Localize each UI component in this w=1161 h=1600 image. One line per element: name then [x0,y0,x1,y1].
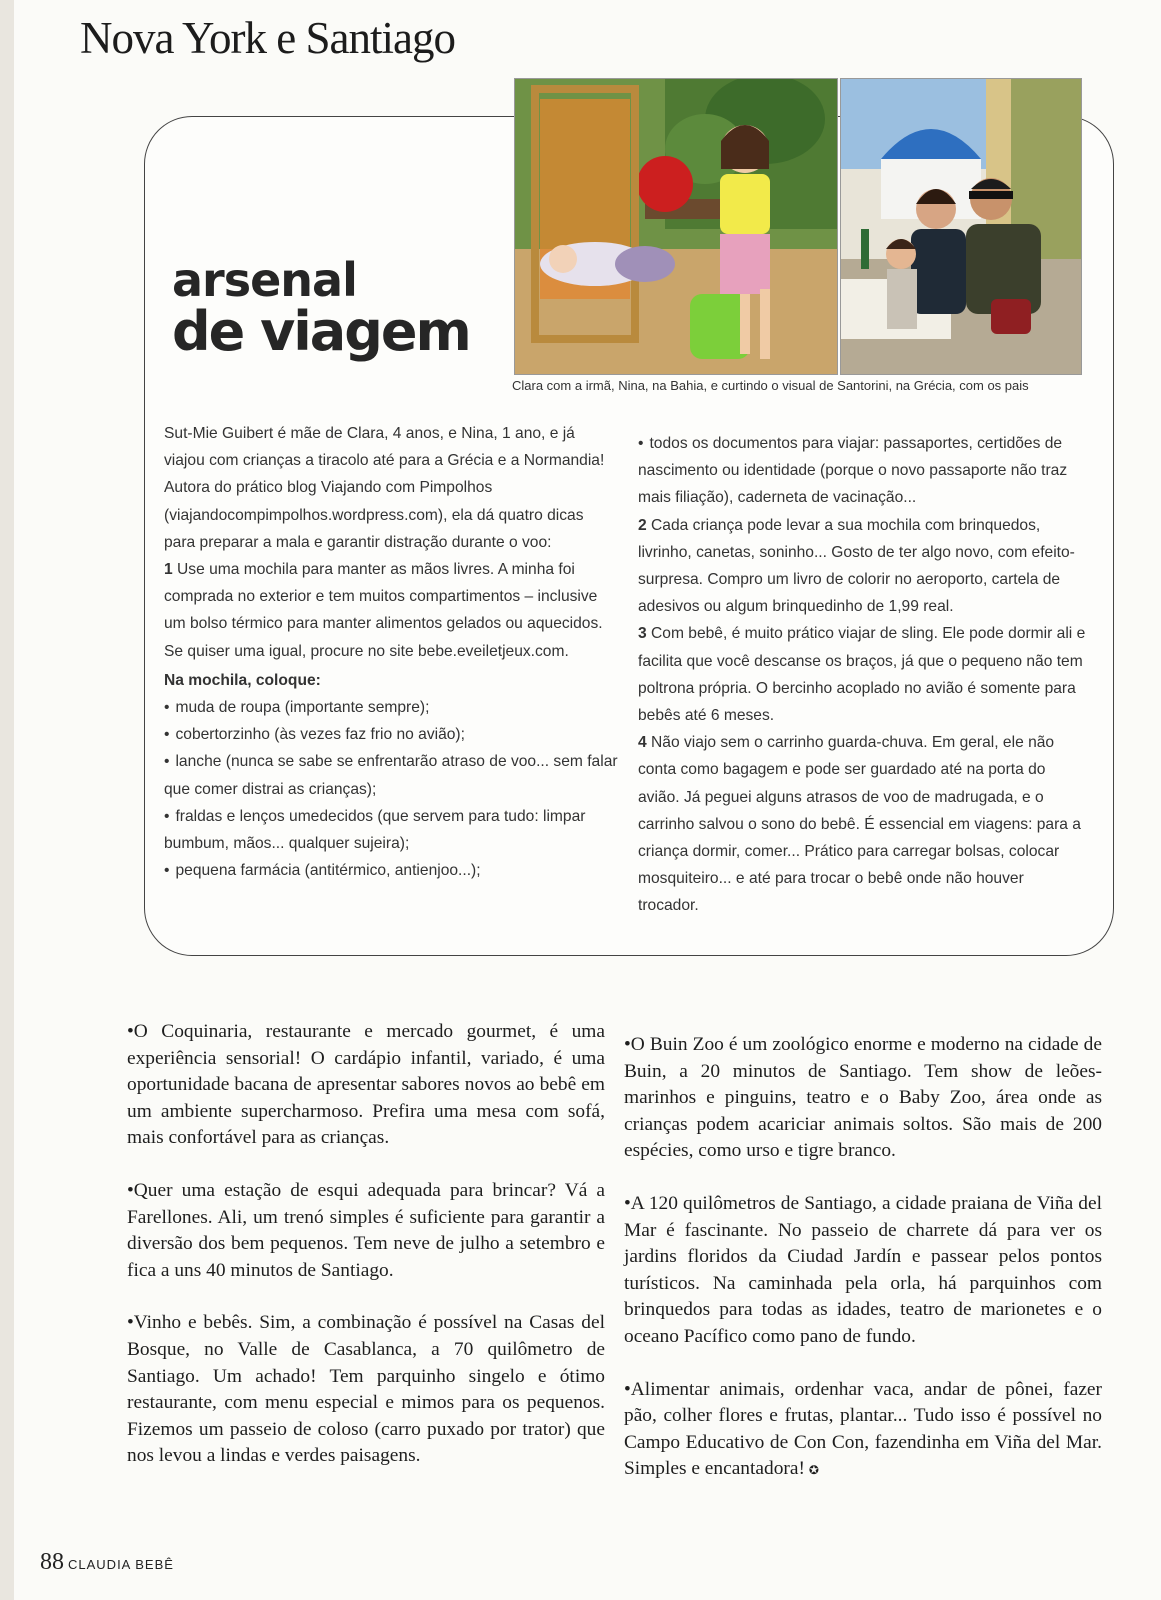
end-of-article-icon: ✪ [808,1463,819,1478]
tip-2 [638,512,1088,621]
page-binding-edge [0,0,14,1600]
tip-4-text: Não viajo sem o carrinho guarda-chuva. Em geral, ele não conta como bagagem e pode ser guardado até na porta do avião. Já peguei alguns atrasos de voo de madrugada, e o carrinho salvou o sono do bebê. É essencial em viagens: para a criança dormir, comer... Prático para carregar bolsas, colocar mosquiteiro... e até para trocar o bebê onde não houver trocador. [638,734,1081,915]
santiago-tip-text: Alimentar animais, ordenhar vaca, andar de pônei, fazer pão, colher flores e frutas, plantar... Tudo isso é possível no Campo Educativo de Con Con, fazendinha em Viña del Mar. Simples e encantadora! [624,1378,1102,1480]
santiago-tip [624,1377,1102,1484]
headline-line-1: arsenal [172,253,357,307]
photo-santorini [840,78,1082,375]
headline-line-2: de viagem [172,300,470,363]
mochila-item: • muda de roupa (importante sempre); [164,694,618,721]
intro-paragraph: Sut-Mie Guibert é mãe de Clara, 4 anos, e Nina, 1 ano, e já viajou com crianças a tiracolo até para a Grécia e a Normandia! Autora do prático blog Viajando com Pimpolhos (viajandocompimpolhos.wordpress.com), ela dá quatro dicas para preparar a mala e garantir distração durante o voo: [164,425,605,551]
tip-1 [164,556,618,665]
tip-2-text: Cada criança pode levar a sua mochila com brinquedos, livrinho, canetas, soninho... Gosto de ter algo novo, com efeito-surpresa. Compro um livro de colorir no aeroporto, cartela de adesivos ou algum brinquedinho de 1,99 real. [638,516,1075,616]
page-footer [40,1549,174,1576]
photo-caption: Clara com a irmã, Nina, na Bahia, e curtindo o visual de Santorini, na Grécia, com os pais [512,378,1029,393]
box-column-left [164,420,618,884]
mochila-item: • fraldas e lenços umedecidos (que servem para tudo: limpar bumbum, mãos... qualquer sujeira); [164,803,618,857]
mochila-heading: Na mochila, coloque: [164,671,321,689]
mochila-item: • pequena farmácia (antitérmico, antienjoo...); [164,857,618,884]
box-column-right [638,430,1088,920]
page-number: 88 [40,1549,64,1575]
tip-4-number: 4 [638,734,647,752]
tip-1-number: 1 [164,561,173,579]
mochila-list [164,694,618,884]
mochila-item: • lanche (nunca se sabe se enfrentarão atraso de voo... sem falar que comer distrai as crianças); [164,748,618,802]
tip-3-text: Com bebê, é muito prático viajar de sling. Ele pode dormir ali e facilita que você descanse os braços, já que o pequeno não tem poltrona própria. O bercinho acoplado no avião é somente para bebês até 6 meses. [638,625,1086,725]
section-title: Nova York e Santiago [80,13,455,63]
santiago-tip: • Quer uma estação de esqui adequada para brincar? Vá a Farellones. Ali, um trenó simples é suficiente para garantir a diversão dos bem pequenos. Tem neve de julho a setembro e fica a uns 40 minutos de Santiago. [127,1178,605,1284]
tip-4 [638,729,1088,919]
santiago-tip: • A 120 quilômetros de Santiago, a cidade praiana de Viña del Mar é fascinante. No passeio de charrete dá para ver os jardins floridos da Ciudad Jardín e passear pelos pontos turísticos. Na caminhada pela orla, há parquinhos com brinquedos para todas as idades, teatro de marionetes e o oceano Pacífico como pano de fundo. [624,1191,1102,1351]
magazine-name: CLAUDIA BEBÊ [68,1557,174,1572]
tips-column-left [127,1019,605,1496]
santiago-tip: • Vinho e bebês. Sim, a combinação é possível na Casas del Bosque, no Valle de Casablanca, a 70 quilômetro de Santiago. Um achado! Tem parquinho singelo e ótimo restaurante, com menu especial e mimos para os pequenos. Fizemos um passeio de coloso (carro puxado por trator) que nos levou a lindas e verdes paisagens. [127,1310,605,1470]
tip-3 [638,620,1088,729]
mochila-item: • cobertorzinho (às vezes faz frio no avião); [164,721,618,748]
tips-column-right [624,1032,1102,1510]
box-headline [172,253,470,363]
tip-3-number: 3 [638,625,647,643]
tip-2-number: 2 [638,516,647,534]
tip-1-text: Use uma mochila para manter as mãos livres. A minha foi comprada no exterior e tem muitos compartimentos – inclusive um bolso térmico para manter alimentos gelados ou aquecidos. Se quiser uma igual, procure no site bebe.eveiletjeux.com. [164,561,603,660]
photo-bahia [514,78,838,375]
santiago-tip: • O Buin Zoo é um zoológico enorme e moderno na cidade de Buin, a 20 minutos de Santiago. Tem show de leões-marinhos e pinguins, teatro e o Baby Zoo, área onde as crianças podem acariciar animais soltos. São mais de 200 espécies, como urso e tigre branco. [624,1032,1102,1165]
docs-item: • todos os documentos para viajar: passaportes, certidões de nascimento ou identidade (porque o novo passaporte não traz mais filiação), caderneta de vacinação... [638,430,1088,512]
santiago-tip: • O Coquinaria, restaurante e mercado gourmet, é uma experiência sensorial! O cardápio infantil, variado, é uma oportunidade bacana de apresentar sabores novos ao bebê em um ambiente supercharmoso. Prefira uma mesa com sofá, mais confortável para as crianças. [127,1019,605,1152]
